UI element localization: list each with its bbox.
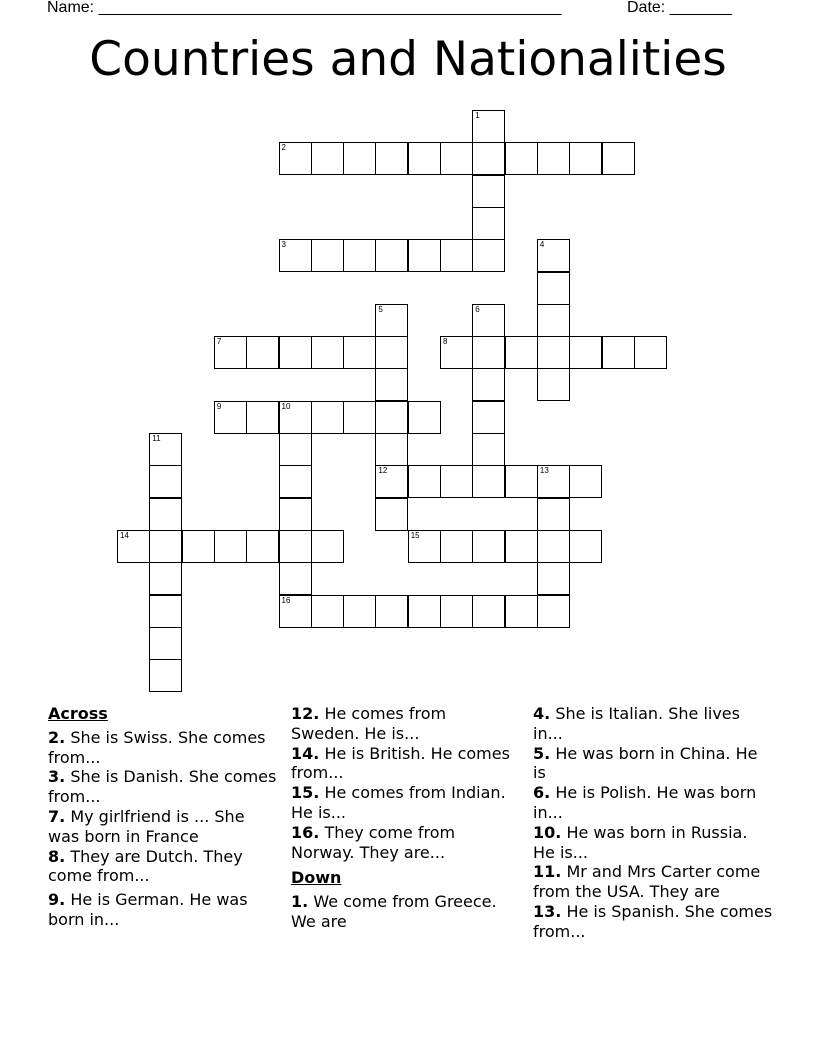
grid-cell[interactable] — [472, 465, 505, 498]
grid-cell[interactable] — [149, 498, 182, 531]
grid-cell[interactable] — [279, 336, 312, 369]
grid-cell[interactable] — [311, 336, 344, 369]
grid-cell[interactable] — [279, 401, 312, 434]
grid-cell[interactable] — [472, 433, 505, 466]
clue-number: 3 — [281, 240, 286, 250]
grid-cell[interactable] — [149, 433, 182, 466]
clue-down-1: 1. We come from Greece. We are — [291, 892, 497, 931]
clue-number: 11 — [152, 434, 161, 443]
grid-cell[interactable] — [149, 627, 182, 660]
grid-cell[interactable] — [149, 465, 182, 498]
grid-cell[interactable] — [408, 239, 441, 272]
grid-cell[interactable] — [408, 595, 441, 628]
grid-cell[interactable] — [440, 239, 473, 272]
grid-cell[interactable] — [311, 239, 344, 272]
grid-cell[interactable] — [117, 530, 150, 563]
grid-cell[interactable] — [472, 239, 505, 272]
grid-cell[interactable] — [505, 465, 538, 498]
clue-number: 16 — [281, 595, 291, 605]
grid-cell[interactable] — [375, 336, 408, 369]
grid-cell[interactable] — [408, 401, 441, 434]
grid-cell[interactable] — [279, 465, 312, 498]
clue-number: 8 — [443, 337, 448, 347]
clues-column-3 — [533, 704, 773, 942]
clue-down-5: 5. He was born in China. He is — [533, 743, 758, 783]
grid-cell[interactable] — [343, 595, 376, 628]
clue-down-4: 4. She is Italian. She lives in... — [533, 704, 740, 743]
grid-cell[interactable] — [537, 272, 570, 305]
grid-cell[interactable] — [537, 142, 570, 175]
grid-cell[interactable] — [375, 239, 408, 272]
clue-down-10: 10. He was born in Russia. He is... — [533, 822, 748, 862]
grid-cell[interactable] — [311, 401, 344, 434]
grid-cell[interactable] — [408, 465, 441, 498]
grid-cell[interactable] — [505, 530, 538, 563]
grid-cell[interactable] — [602, 142, 635, 175]
clue-down-6: 6. He is Polish. He was born in... — [533, 783, 757, 822]
page-title: Countries and Nationalities — [89, 32, 727, 87]
clue-number: 6 — [475, 304, 480, 314]
grid-cell[interactable] — [440, 595, 473, 628]
grid-cell[interactable] — [408, 530, 441, 563]
grid-cell[interactable] — [246, 401, 279, 434]
clue-across-7: 7. My girlfriend is ... She was born in France — [48, 806, 245, 846]
clue-across-12: 12. He comes from Sweden. He is... — [291, 704, 447, 743]
clue-number: 13 — [539, 466, 549, 476]
clue-number: 9 — [216, 401, 222, 411]
clue-down-11: 11. Mr and Mrs Carter come from the USA. They are — [533, 862, 761, 902]
grid-cell[interactable] — [472, 142, 505, 175]
grid-cell[interactable] — [279, 530, 312, 563]
grid-cell[interactable] — [182, 530, 215, 563]
name-field-label[interactable]: Name: ____________________________________________________ — [47, 0, 562, 16]
grid-cell[interactable] — [472, 595, 505, 628]
grid-cell[interactable] — [149, 659, 182, 692]
clue-number: 1 — [475, 111, 480, 120]
grid-cell[interactable] — [408, 142, 441, 175]
clue-across-3: 3. She is Danish. She comes from... — [48, 767, 277, 807]
grid-cell[interactable] — [505, 595, 538, 628]
clue-across-9: 9. He is German. He was born in... — [48, 890, 248, 929]
grid-cell[interactable] — [279, 595, 312, 628]
grid-cell[interactable] — [246, 336, 279, 369]
grid-cell[interactable] — [505, 336, 538, 369]
grid-cell[interactable] — [472, 304, 505, 337]
grid-cell[interactable] — [311, 142, 344, 175]
clue-number: 12 — [378, 466, 388, 476]
grid-cell[interactable] — [149, 595, 182, 628]
grid-cell[interactable] — [537, 498, 570, 531]
grid-cell[interactable] — [472, 175, 505, 208]
clue-down-13: 13. He is Spanish. She comes from... — [533, 901, 773, 941]
grid-cell[interactable] — [537, 336, 570, 369]
clue-number: 4 — [539, 240, 545, 250]
grid-cell[interactable] — [246, 530, 279, 563]
clue-number: 7 — [216, 337, 222, 347]
grid-cell[interactable] — [569, 336, 602, 369]
grid-cell[interactable] — [311, 595, 344, 628]
grid-cell[interactable] — [214, 401, 247, 434]
grid-cell[interactable] — [472, 207, 505, 240]
grid-cell[interactable] — [537, 368, 570, 401]
clue-across-2: 2. She is Swiss. She comes from... — [48, 727, 266, 767]
grid-cell[interactable] — [537, 562, 570, 595]
grid-cell[interactable] — [537, 239, 570, 272]
grid-cell[interactable] — [343, 336, 376, 369]
grid-cell[interactable] — [375, 595, 408, 628]
grid-cell[interactable] — [537, 595, 570, 628]
grid-cell[interactable] — [375, 433, 408, 466]
grid-cell[interactable] — [279, 562, 312, 595]
grid-cell[interactable] — [537, 304, 570, 337]
grid-cell[interactable] — [569, 142, 602, 175]
grid-cell[interactable] — [149, 530, 182, 563]
grid-cell[interactable] — [375, 465, 408, 498]
grid-cell[interactable] — [343, 142, 376, 175]
grid-cell[interactable] — [569, 465, 602, 498]
grid-cell[interactable] — [634, 336, 667, 369]
grid-cell[interactable] — [214, 336, 247, 369]
grid-cell[interactable] — [375, 498, 408, 531]
grid-cell[interactable] — [214, 530, 247, 563]
clue-number: 10 — [281, 401, 291, 411]
clue-across-8: 8. They are Dutch. They come from... — [48, 846, 243, 886]
grid-cell[interactable] — [472, 368, 505, 401]
down-heading: Down — [291, 868, 342, 888]
grid-cell[interactable] — [375, 142, 408, 175]
clue-number: 2 — [281, 143, 286, 153]
grid-cell[interactable] — [440, 465, 473, 498]
grid-cell[interactable] — [602, 336, 635, 369]
grid-cell[interactable] — [343, 401, 376, 434]
grid-cell[interactable] — [472, 110, 505, 143]
grid-cell[interactable] — [440, 336, 473, 369]
across-heading: Across — [48, 704, 108, 723]
grid-cell[interactable] — [343, 239, 376, 272]
grid-cell[interactable] — [440, 142, 473, 175]
grid-cell[interactable] — [472, 530, 505, 563]
grid-cell[interactable] — [472, 401, 505, 434]
clues-column-2 — [291, 704, 513, 932]
clue-number: 15 — [410, 530, 420, 540]
clue-number: 14 — [120, 530, 129, 540]
grid-cell[interactable] — [472, 336, 505, 369]
clue-number: 5 — [378, 304, 383, 314]
grid-cell[interactable] — [375, 368, 408, 401]
date-field-label[interactable]: Date: _______ — [627, 0, 732, 16]
grid-cell[interactable] — [569, 530, 602, 563]
grid-cell[interactable] — [279, 142, 312, 175]
grid-cell[interactable] — [279, 239, 312, 272]
grid-cell[interactable] — [440, 530, 473, 563]
clue-across-14: 14. He is British. He comes from... — [291, 743, 510, 783]
grid-cell[interactable] — [149, 562, 182, 595]
grid-cell[interactable] — [311, 530, 344, 563]
grid-cell[interactable] — [279, 433, 312, 466]
grid-cell[interactable] — [537, 465, 570, 498]
grid-cell[interactable] — [537, 530, 570, 563]
grid-cell[interactable] — [505, 142, 538, 175]
clue-across-15: 15. He comes from Indian. He is... — [291, 783, 506, 822]
clues-column-1 — [48, 704, 278, 930]
clue-across-16: 16. They come from Norway. They are... — [291, 822, 456, 862]
grid-cell[interactable] — [375, 401, 408, 434]
grid-cell[interactable] — [279, 498, 312, 531]
grid-cell[interactable] — [375, 304, 408, 337]
